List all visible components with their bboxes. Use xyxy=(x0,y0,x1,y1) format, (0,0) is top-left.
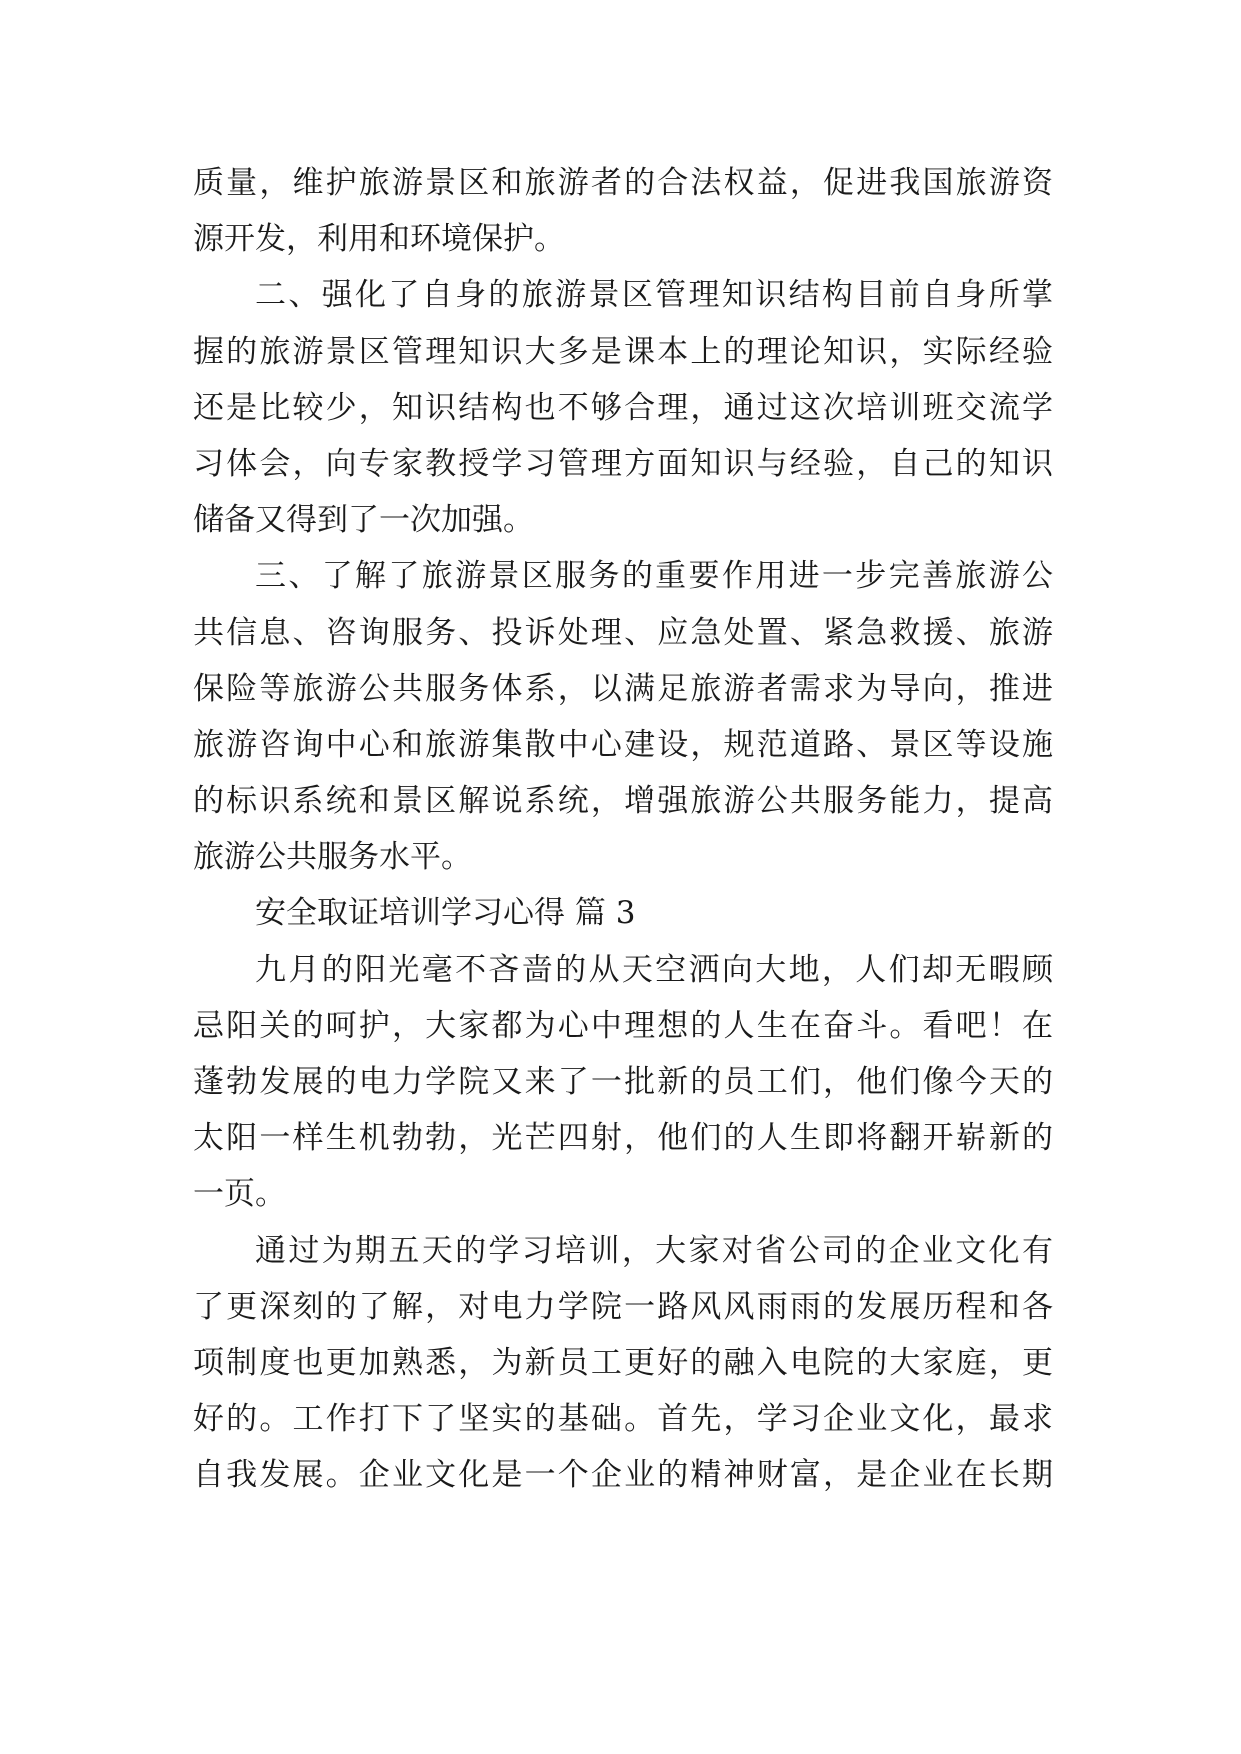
text-line: 旅游咨询中心和旅游集散中心建设，规范道路、景区等设施 xyxy=(193,726,1053,763)
text-line: 的标识系统和景区解说系统，增强旅游公共服务能力，提高 xyxy=(193,783,1053,820)
paragraph-first-line: 九月的阳光毫不吝啬的从天空洒向大地，人们却无暇顾 xyxy=(255,951,1053,988)
text-line: 一页。 xyxy=(193,1176,286,1213)
text-line: 蓬勃发展的电力学院又来了一批新的员工们，他们像今天的 xyxy=(193,1064,1053,1100)
text-line: 项制度也更加熟悉，为新员工更好的融入电院的大家庭，更 xyxy=(193,1344,1053,1381)
document-body xyxy=(193,155,1053,1504)
text-line: 自我发展。企业文化是一个企业的精神财富，是企业在长期 xyxy=(193,1457,1053,1494)
text-line: 好的。工作打下了坚实的基础。首先，学习企业文化，最求 xyxy=(193,1401,1053,1438)
text-line: 储备又得到了一次加强。 xyxy=(193,502,534,539)
text-line: 质量，维护旅游景区和旅游者的合法权益，促进我国旅游资 xyxy=(193,165,1053,201)
text-line: 旅游公共服务水平。 xyxy=(193,839,472,876)
text-line: 握的旅游景区管理知识大多是课本上的理论知识，实际经验 xyxy=(193,333,1053,370)
text-line: 共信息、咨询服务、投诉处理、应急处置、紧急救援、旅游 xyxy=(193,614,1053,651)
paragraph-first-line: 通过为期五天的学习培训，大家对省公司的企业文化有 xyxy=(255,1232,1053,1269)
text-line: 忌阳关的呵护，大家都为心中理想的人生在奋斗。看吧！在 xyxy=(193,1007,1053,1044)
text-line: 保险等旅游公共服务体系，以满足旅游者需求为导向，推进 xyxy=(193,670,1053,707)
paragraph-first-line: 二、强化了自身的旅游景区管理知识结构目前自身所掌 xyxy=(255,277,1053,314)
paragraph-first-line: 三、了解了旅游景区服务的重要作用进一步完善旅游公 xyxy=(255,558,1053,595)
text-line: 源开发，利用和环境保护。 xyxy=(193,221,565,258)
text-line: 了更深刻的了解，对电力学院一路风风雨雨的发展历程和各 xyxy=(193,1288,1053,1325)
text-line: 还是比较少，知识结构也不够合理，通过这次培训班交流学 xyxy=(193,389,1053,426)
text-line: 太阳一样生机勃勃，光芒四射，他们的人生即将翻开崭新的 xyxy=(193,1120,1053,1157)
text-line: 习体会，向专家教授学习管理方面知识与经验，自己的知识 xyxy=(193,445,1053,482)
section-heading: 安全取证培训学习心得 篇 3 xyxy=(255,895,636,932)
